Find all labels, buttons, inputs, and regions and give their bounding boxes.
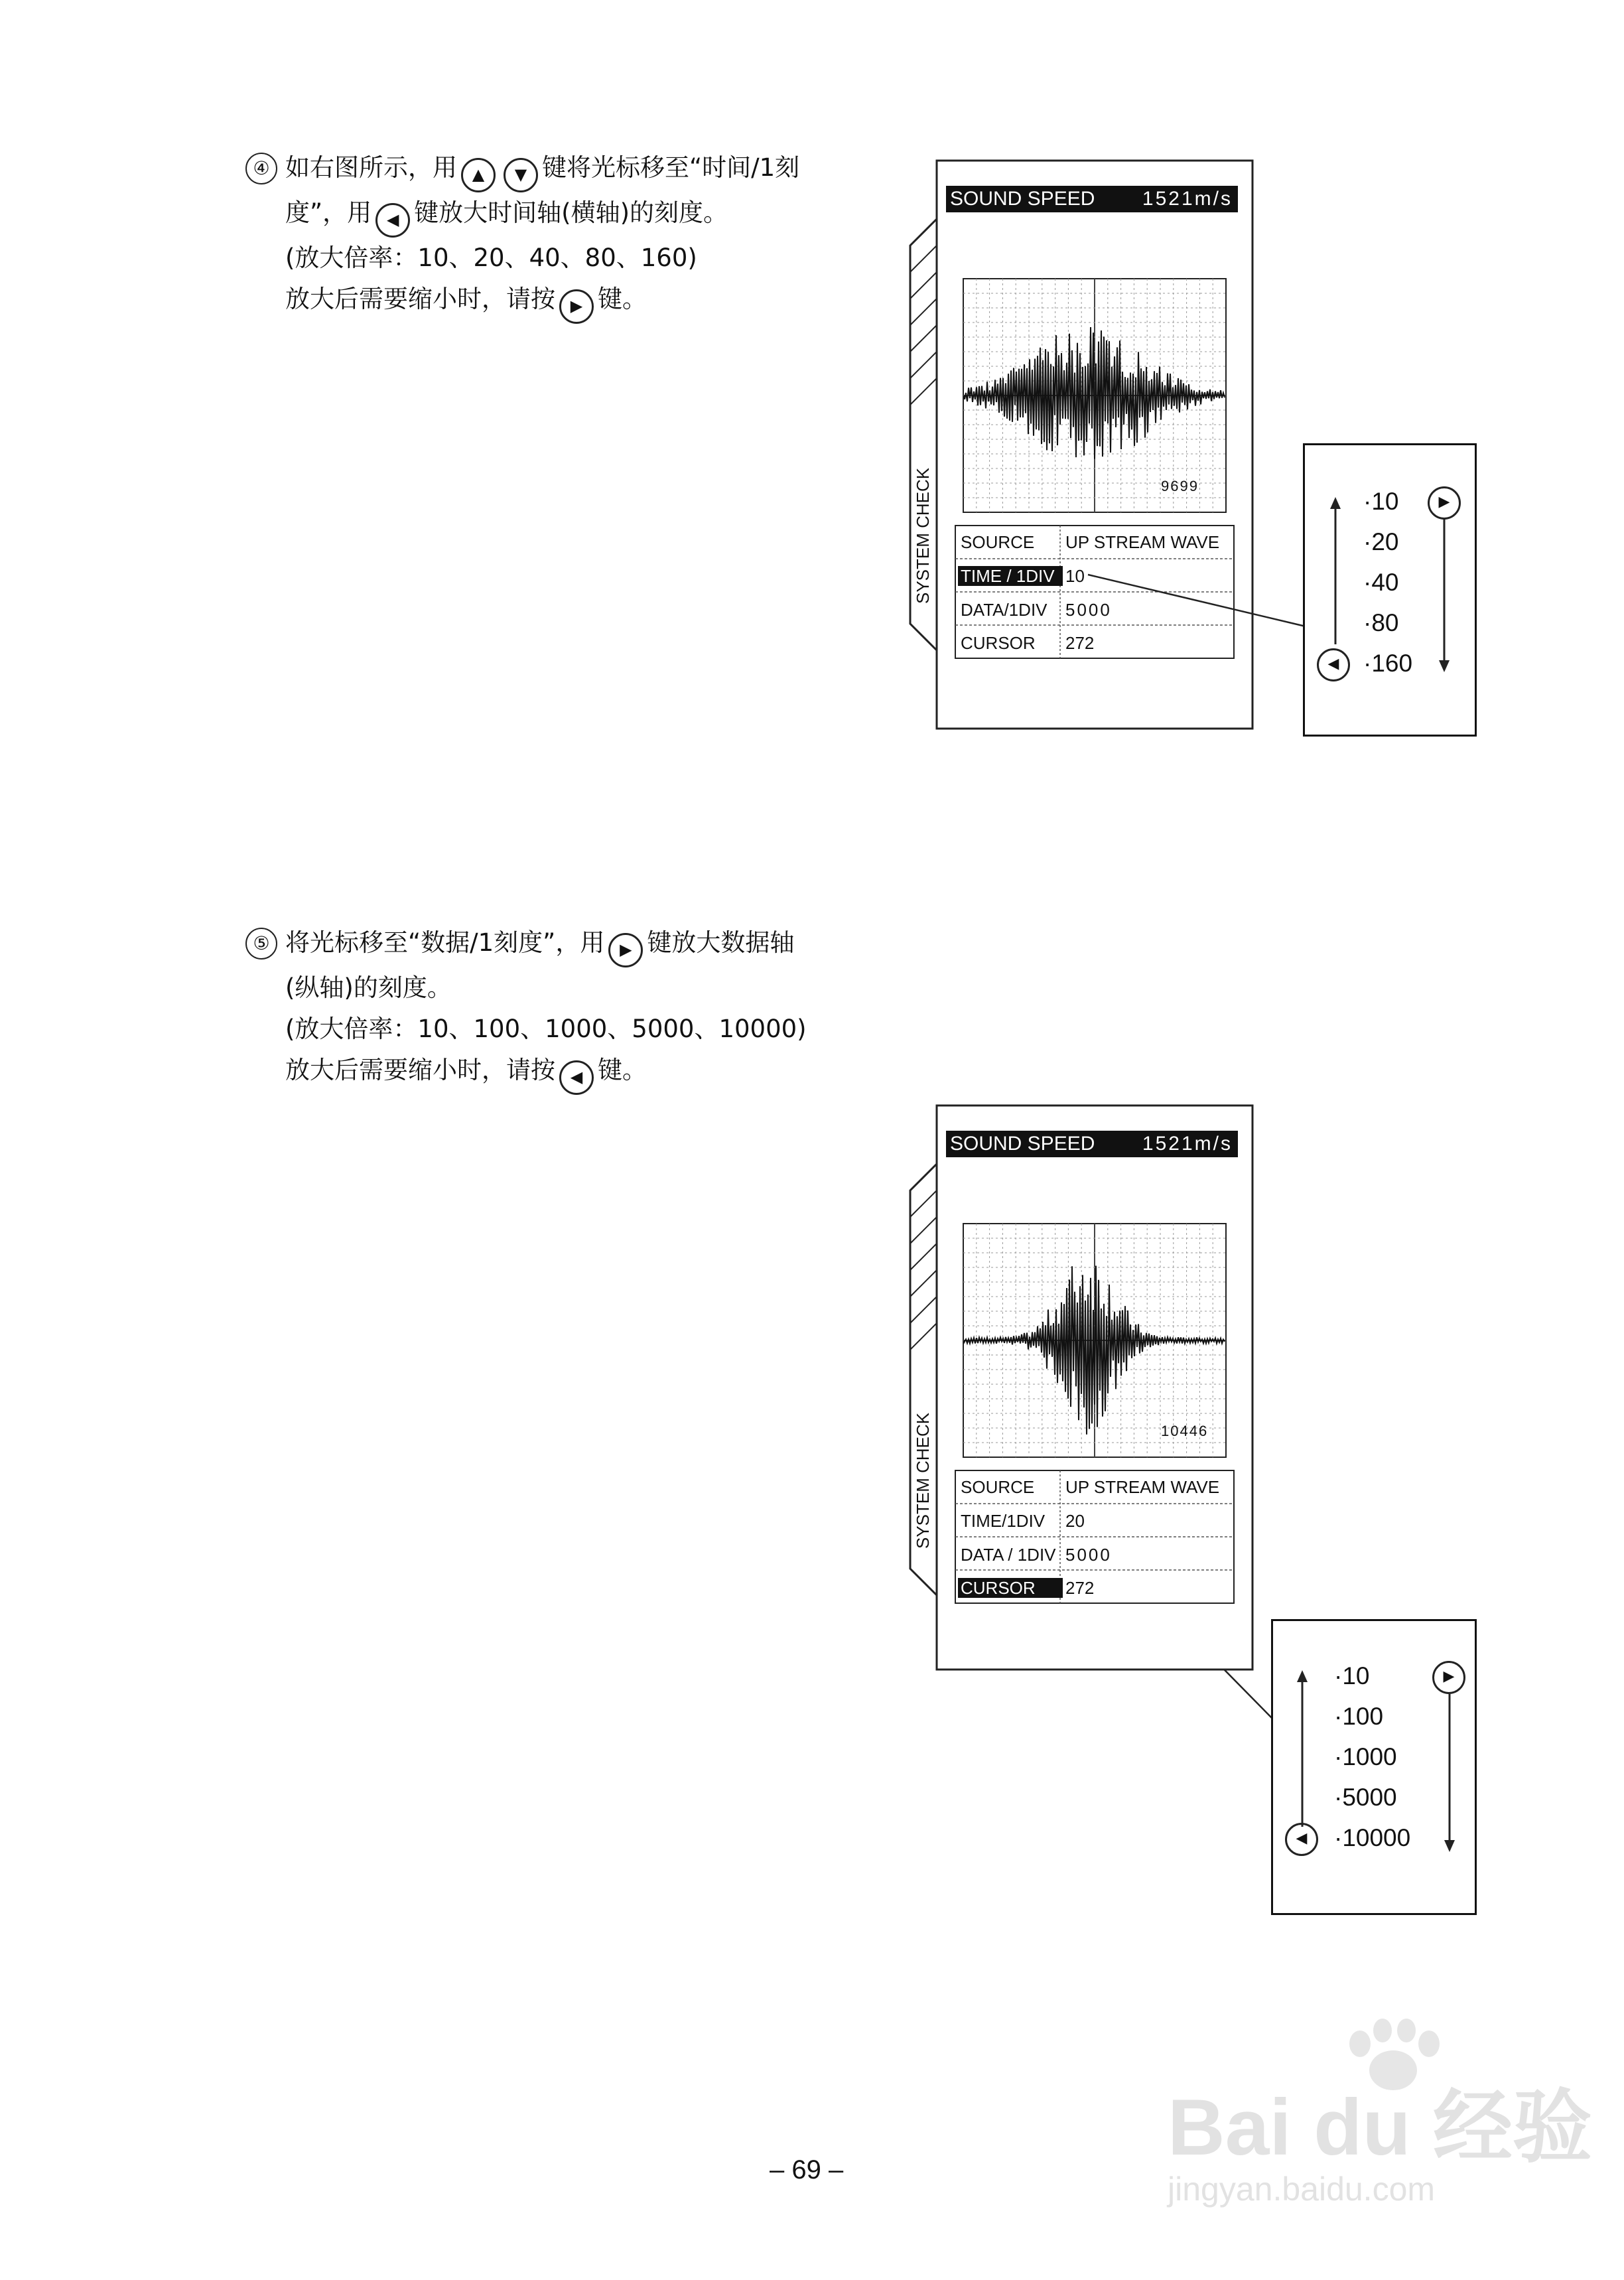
step-4-number: ④ — [245, 153, 277, 184]
watermark-brand: Bai du 经验 — [1168, 2083, 1593, 2172]
watermark-url: jingyan.baidu.com — [1168, 2171, 1436, 2208]
option-100[interactable]: ·100 — [1334, 1703, 1384, 1730]
row-source-value: UP STREAM WAVE — [1065, 532, 1220, 552]
option-10000[interactable]: ·10000 — [1334, 1824, 1411, 1851]
screen-title-bar — [946, 1131, 1238, 1157]
option-20[interactable]: ·20 — [1363, 528, 1399, 555]
row-data-div-value: 5000 — [1065, 600, 1112, 620]
system-check-tab: SYSTEM CHECK — [913, 1412, 933, 1549]
step-5-instructions: ⑤ 将光标移至“数据/1刻度”，用 ▶ 键放大数据轴 (纵轴)的刻度。 (放大倍率：10、100、1000、5000、10000) 放大后需要缩小时，请按 ◀ 键。 — [245, 922, 882, 1095]
option-10[interactable]: ·10 — [1363, 488, 1399, 515]
wave-readout: 10446 — [1161, 1423, 1209, 1439]
row-time-div-label: TIME/1DIV — [961, 1511, 1046, 1531]
sound-speed-label: SOUND SPEED — [950, 1133, 1095, 1155]
row-time-div-value: 10 — [1065, 566, 1085, 586]
row-source-label: SOURCE — [961, 1477, 1035, 1497]
down-arrow-key-icon: ▼ — [504, 158, 538, 192]
time-div-options-popup — [1303, 443, 1477, 737]
left-arrow-key-icon: ◀ — [1285, 1823, 1318, 1856]
row-source-label: SOURCE — [961, 532, 1035, 552]
row-data-div-label: DATA/1DIV — [961, 600, 1048, 620]
row-cursor-value: 272 — [1065, 633, 1095, 653]
option-80[interactable]: ·80 — [1363, 609, 1399, 636]
left-arrow-key-icon: ◀ — [1317, 648, 1350, 681]
option-5000[interactable]: ·5000 — [1334, 1784, 1397, 1811]
row-data-div-label: DATA / 1DIV — [961, 1545, 1056, 1565]
data-div-options-popup — [1271, 1619, 1477, 1915]
up-arrow-key-icon: ▲ — [461, 158, 496, 192]
right-arrow-key-icon: ▶ — [559, 289, 594, 324]
row-cursor-value: 272 — [1065, 1578, 1095, 1598]
right-arrow-key-icon: ▶ — [1428, 486, 1461, 520]
page-number: – 69 – — [770, 2155, 844, 2184]
device-screen-data-div — [889, 1104, 1260, 1675]
right-arrow-key-icon: ▶ — [608, 933, 643, 967]
row-cursor-label[interactable]: CURSOR — [958, 1578, 1063, 1598]
option-160[interactable]: ·160 — [1363, 650, 1413, 677]
wave-readout: 9699 — [1161, 478, 1199, 494]
sound-speed-value: 1521m/s — [1142, 1133, 1233, 1155]
step-5-number: ⑤ — [245, 928, 277, 960]
option-10[interactable]: ·10 — [1334, 1662, 1370, 1689]
row-data-div-value: 5000 — [1065, 1545, 1112, 1565]
option-1000[interactable]: ·1000 — [1334, 1743, 1397, 1770]
system-check-tab: SYSTEM CHECK — [913, 467, 933, 604]
row-time-div-label[interactable]: TIME / 1DIV — [958, 566, 1063, 586]
row-source-value: UP STREAM WAVE — [1065, 1477, 1220, 1497]
option-40[interactable]: ·40 — [1363, 569, 1399, 596]
row-time-div-value: 20 — [1065, 1511, 1085, 1531]
right-arrow-key-icon: ▶ — [1432, 1661, 1465, 1694]
sound-speed-label: SOUND SPEED — [950, 188, 1095, 210]
step-4-instructions: ④ 如右图所示，用 ▲ ▼ 键将光标移至“时间/1刻 度”，用 ◀ 键放大时间轴(横轴)的刻度。 (放大倍率：10、20、40、80、160) 放大后需要缩小时，请按 ▶ 键。 — [245, 147, 882, 324]
sound-speed-value: 1521m/s — [1142, 188, 1233, 210]
left-arrow-key-icon: ◀ — [375, 203, 410, 238]
row-cursor-label: CURSOR — [961, 633, 1036, 653]
left-arrow-key-icon: ◀ — [559, 1060, 594, 1095]
